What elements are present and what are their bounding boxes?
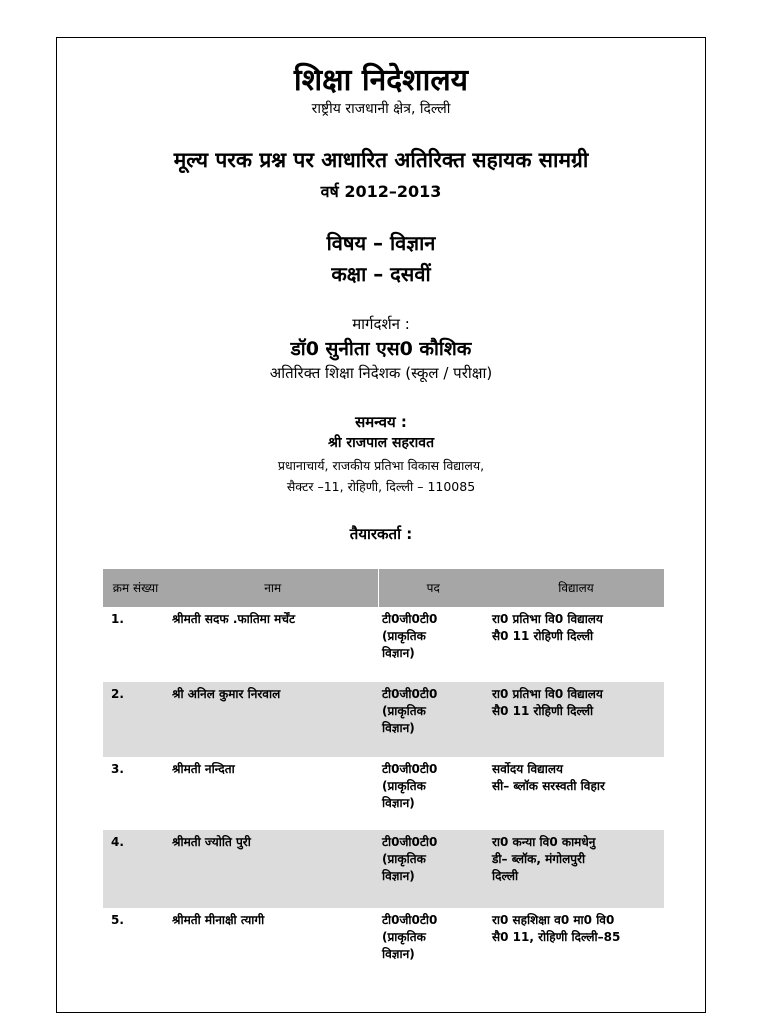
cell-school: [488, 607, 664, 682]
guidance-name: डॉ0 सुनीता एस0 कौशिक: [290, 338, 472, 360]
preparers-table: [103, 569, 664, 978]
school-line: सी– ब्लॉक सरस्वती विहार: [492, 779, 605, 793]
table-row: [103, 830, 664, 908]
header-name: नाम: [168, 569, 378, 607]
header-school: विद्यालय: [488, 569, 664, 607]
post-line: टी0जी0टी0: [382, 762, 438, 776]
coordination-address: सैक्टर –11, रोहिणी, दिल्ली – 110085: [286, 479, 476, 494]
cell-serial: 2.: [103, 682, 168, 757]
post-line: टी0जी0टी0: [382, 835, 438, 849]
cell-name: श्रीमती नन्दिता: [168, 757, 378, 830]
cell-name: श्री अनिल कुमार निरवाल: [168, 682, 378, 757]
cell-serial: 3.: [103, 757, 168, 830]
school-line: रा0 प्रतिभा वि0 विद्यालय: [492, 687, 603, 701]
post-line: टी0जी0टी0: [382, 612, 438, 626]
guidance-designation: अतिरिक्त शिक्षा निदेशक (स्कूल / परीक्षा): [269, 364, 493, 382]
coordination-name: श्री राजपाल सहरावत: [327, 435, 435, 451]
cell-school: [488, 830, 664, 908]
post-line: विज्ञान): [382, 796, 415, 810]
school-line: सै0 11, रोहिणी दिल्ली–85: [492, 930, 621, 944]
school-line: सर्वोदय विद्यालय: [492, 762, 563, 776]
post-line: (प्राकृतिक: [382, 704, 426, 718]
school-line: दिल्ली: [492, 869, 519, 883]
cell-school: [488, 682, 664, 757]
cell-name: श्रीमती सदफ .फातिमा मर्चेंट: [168, 607, 378, 682]
subject-line: विषय – विज्ञान: [326, 231, 436, 255]
school-line: रा0 सहशिक्षा व0 मा0 वि0: [492, 913, 615, 927]
table-row: [103, 607, 664, 682]
table-row: [103, 908, 664, 978]
post-line: विज्ञान): [382, 721, 415, 735]
school-line: डी– ब्लॉक, मंगोलपुरी: [492, 852, 586, 866]
post-line: (प्राकृतिक: [382, 779, 426, 793]
cell-serial: 4.: [103, 830, 168, 908]
school-line: सै0 11 रोहिणी दिल्ली: [492, 629, 594, 643]
cell-post: [378, 607, 488, 682]
class-line: कक्षा – दसवीं: [331, 262, 431, 286]
post-line: (प्राकृतिक: [382, 930, 426, 944]
school-line: सै0 11 रोहिणी दिल्ली: [492, 704, 594, 718]
school-line: रा0 कन्या वि0 कामधेनु: [492, 835, 596, 849]
document-heading: मूल्य परक प्रश्न पर आधारित अतिरिक्त सहायक सामग्री: [173, 148, 589, 172]
cell-name: श्रीमती मीनाक्षी त्यागी: [168, 908, 378, 978]
post-line: विज्ञान): [382, 947, 415, 961]
page-subtitle: राष्ट्रीय राजधानी क्षेत्र, दिल्ली: [311, 101, 451, 117]
cell-post: [378, 908, 488, 978]
post-line: विज्ञान): [382, 646, 415, 660]
page-title: शिक्षा निदेशालय: [293, 63, 469, 98]
table-row: [103, 757, 664, 830]
cell-post: [378, 830, 488, 908]
cell-name: श्रीमती ज्योति पुरी: [168, 830, 378, 908]
table-row: [103, 682, 664, 757]
cell-post: [378, 682, 488, 757]
coordination-designation: प्रधानाचार्य, राजकीय प्रतिभा विकास विद्यालय,: [277, 458, 485, 473]
school-line: रा0 प्रतिभा वि0 विद्यालय: [492, 612, 603, 626]
cell-school: [488, 908, 664, 978]
header-serial: क्रम संख्या: [103, 569, 168, 607]
cell-serial: 1.: [103, 607, 168, 682]
post-line: टी0जी0टी0: [382, 687, 438, 701]
cell-post: [378, 757, 488, 830]
post-line: विज्ञान): [382, 869, 415, 883]
cell-school: [488, 757, 664, 830]
cell-serial: 5.: [103, 908, 168, 978]
preparers-label: तैयारकर्ता :: [349, 525, 413, 543]
post-line: टी0जी0टी0: [382, 913, 438, 927]
guidance-label: मार्गदर्शन :: [352, 315, 410, 333]
header-post: पद: [378, 569, 488, 607]
post-line: (प्राकृतिक: [382, 629, 426, 643]
table-header-row: [103, 569, 664, 607]
year-line: वर्ष 2012–2013: [320, 182, 442, 201]
post-line: (प्राकृतिक: [382, 852, 426, 866]
coordination-label: समन्वय :: [355, 413, 407, 431]
